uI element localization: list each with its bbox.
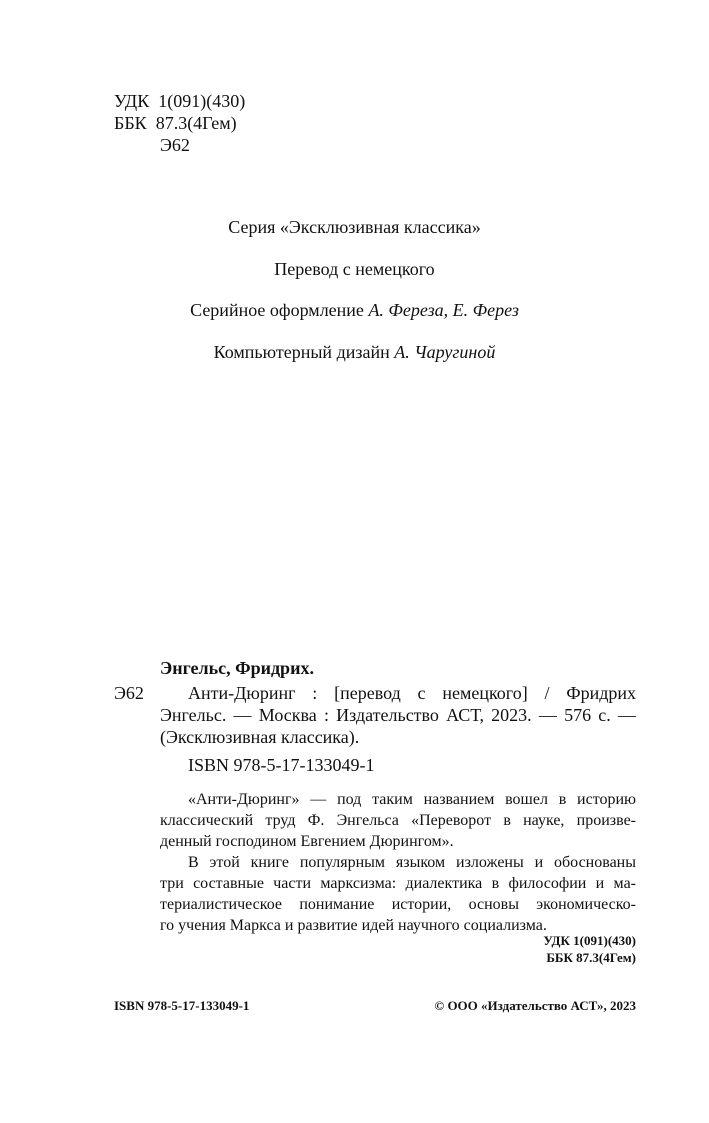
author-heading: Энгельс, Фридрих.	[160, 658, 314, 678]
series-design-line	[0, 299, 709, 321]
annotation-p2-line-1: В этой книге популярным языком изложены и обоснованы	[188, 854, 636, 871]
bbk-line	[114, 112, 237, 134]
udk-value: 1(091)(430)	[158, 91, 246, 111]
annotation-p1-line-1: «Анти-Дюринг» — под таким названием вошел в историю	[188, 791, 636, 808]
bbk-label: ББК	[114, 113, 147, 133]
series-design-names: А. Фереза, Е. Ферез	[368, 300, 519, 320]
layout-design-line	[0, 341, 709, 363]
footer-isbn: ISBN 978-5-17-133049-1	[114, 998, 250, 1013]
bbk-value: 87.3(4Гем)	[155, 113, 237, 133]
footer-copyright: © ООО «Издательство АСТ», 2023	[434, 998, 636, 1013]
annotation-p2-line-4: го учения Маркса и развитие идей научного социализма.	[160, 917, 547, 934]
annotation-p2-line-2: три составные части марксизма: диалектика в философии и ма-	[160, 875, 636, 892]
bib-line-3: (Эксклюзивная классика).	[160, 727, 360, 747]
bib-line-1: Анти-Дюринг : [перевод с немецкого] / Фридрих	[188, 683, 636, 703]
udk-line	[114, 90, 245, 112]
bbk-code-right: ББК 87.3(4Гем)	[546, 950, 636, 965]
series-line: Серия «Эксклюзивная классика»	[228, 217, 481, 237]
author-mark-top: Э62	[160, 135, 190, 155]
bib-line-2: Энгельс. — Москва : Издательство АСТ, 2023. — 576 с. —	[160, 705, 636, 725]
layout-design-prefix: Компьютерный дизайн	[213, 342, 390, 362]
translation-line: Перевод с немецкого	[274, 259, 435, 279]
annotation-p1-line-3: денный господином Евгением Дюрингом».	[160, 833, 454, 850]
isbn-line: ISBN 978-5-17-133049-1	[188, 755, 375, 775]
author-mark: Э62	[114, 683, 144, 703]
udk-label: УДК	[114, 91, 150, 111]
annotation-p2-line-3: териалистическое понимание истории, основы экономическо-	[160, 896, 636, 913]
series-design-prefix: Серийное оформление	[190, 300, 364, 320]
annotation-p1-line-2: классический труд Ф. Энгельса «Переворот в науке, произве-	[160, 812, 636, 829]
udk-code-right: УДК 1(091)(430)	[543, 933, 636, 948]
layout-design-name: А. Чаругиной	[394, 342, 496, 362]
